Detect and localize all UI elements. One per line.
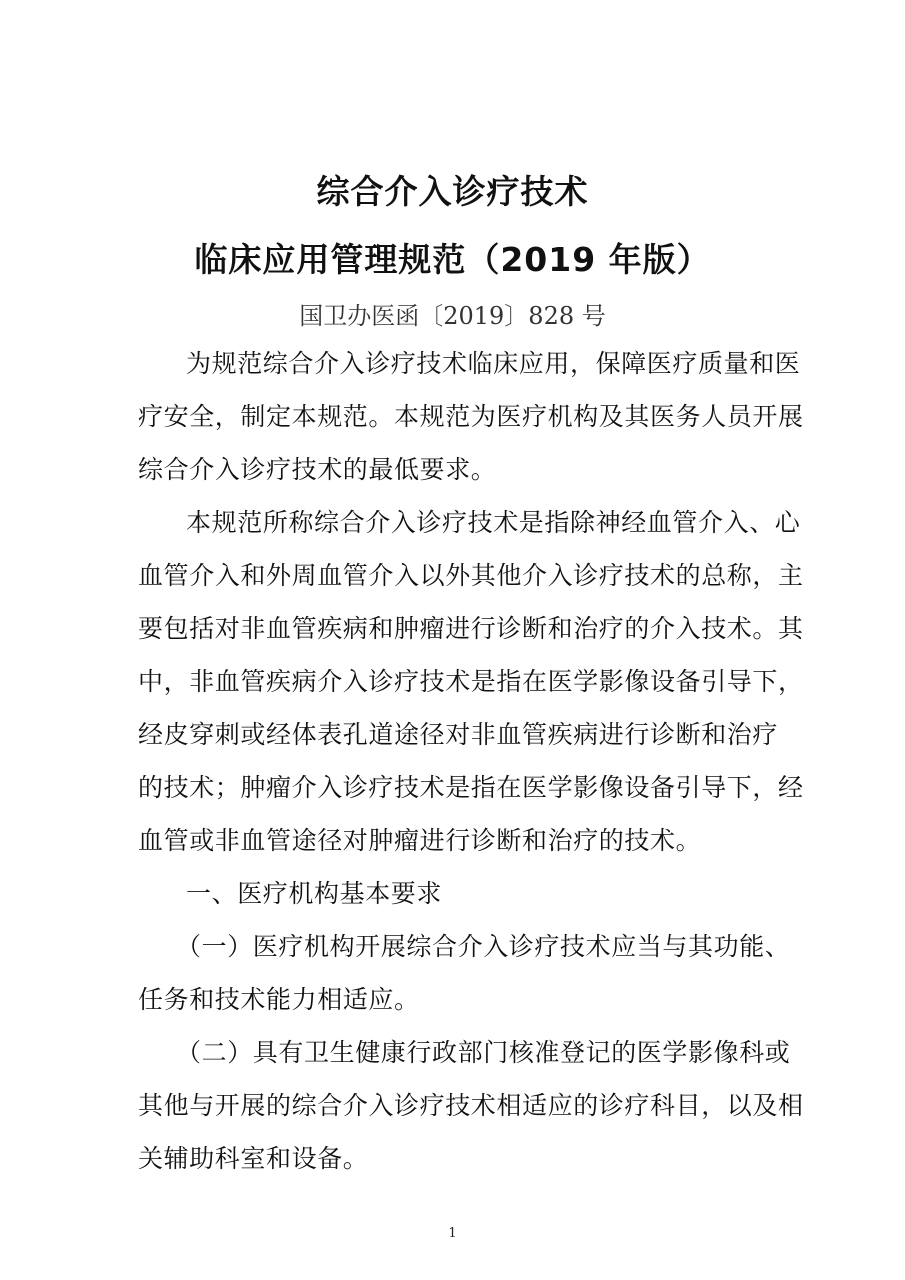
paragraph-1-line-3: 综合介入诊疗技术的最低要求。	[138, 455, 497, 484]
item-2-line-2: 其他与开展的综合介入诊疗技术相适应的诊疗科目，以及相	[138, 1091, 804, 1120]
section-heading-1: 一、医疗机构基本要求	[186, 879, 443, 908]
document-title-line-1: 综合介入诊疗技术	[316, 172, 589, 211]
item-2-line-3: 关辅助科室和设备。	[138, 1144, 369, 1173]
paragraph-2-line-6: 的技术；肿瘤介入诊疗技术是指在医学影像设备引导下，经	[138, 773, 804, 802]
paragraph-1-line-1: 为规范综合介入诊疗技术临床应用，保障医疗质量和医	[186, 349, 801, 378]
paragraph-2-line-3: 要包括对非血管疾病和肿瘤进行诊断和治疗的介入技术。其	[138, 614, 804, 643]
page-number: 1	[448, 1226, 457, 1241]
item-1-line-1: （一）医疗机构开展综合介入诊疗技术应当与其功能、	[176, 932, 791, 961]
paragraph-2-line-2: 血管介入和外周血管介入以外其他介入诊疗技术的总称，主	[138, 561, 804, 590]
item-2-line-1: （二）具有卫生健康行政部门核准登记的医学影像科或	[176, 1038, 791, 1067]
paragraph-1-line-2: 疗安全，制定本规范。本规范为医疗机构及其医务人员开展	[138, 402, 804, 431]
document-title-line-2: 临床应用管理规范（2019 年版）	[194, 240, 711, 279]
document-number: 国卫办医函〔2019〕828 号	[299, 302, 606, 330]
paragraph-2-line-5: 经皮穿刺或经体表孔道途径对非血管疾病进行诊断和治疗	[138, 720, 779, 749]
paragraph-2-line-1: 本规范所称综合介入诊疗技术是指除神经血管介入、心	[186, 508, 801, 537]
item-1-line-2: 任务和技术能力相适应。	[138, 985, 420, 1014]
paragraph-2-line-7: 血管或非血管途径对肿瘤进行诊断和治疗的技术。	[138, 826, 702, 855]
paragraph-2-line-4: 中，非血管疾病介入诊疗技术是指在医学影像设备引导下，	[138, 667, 804, 696]
